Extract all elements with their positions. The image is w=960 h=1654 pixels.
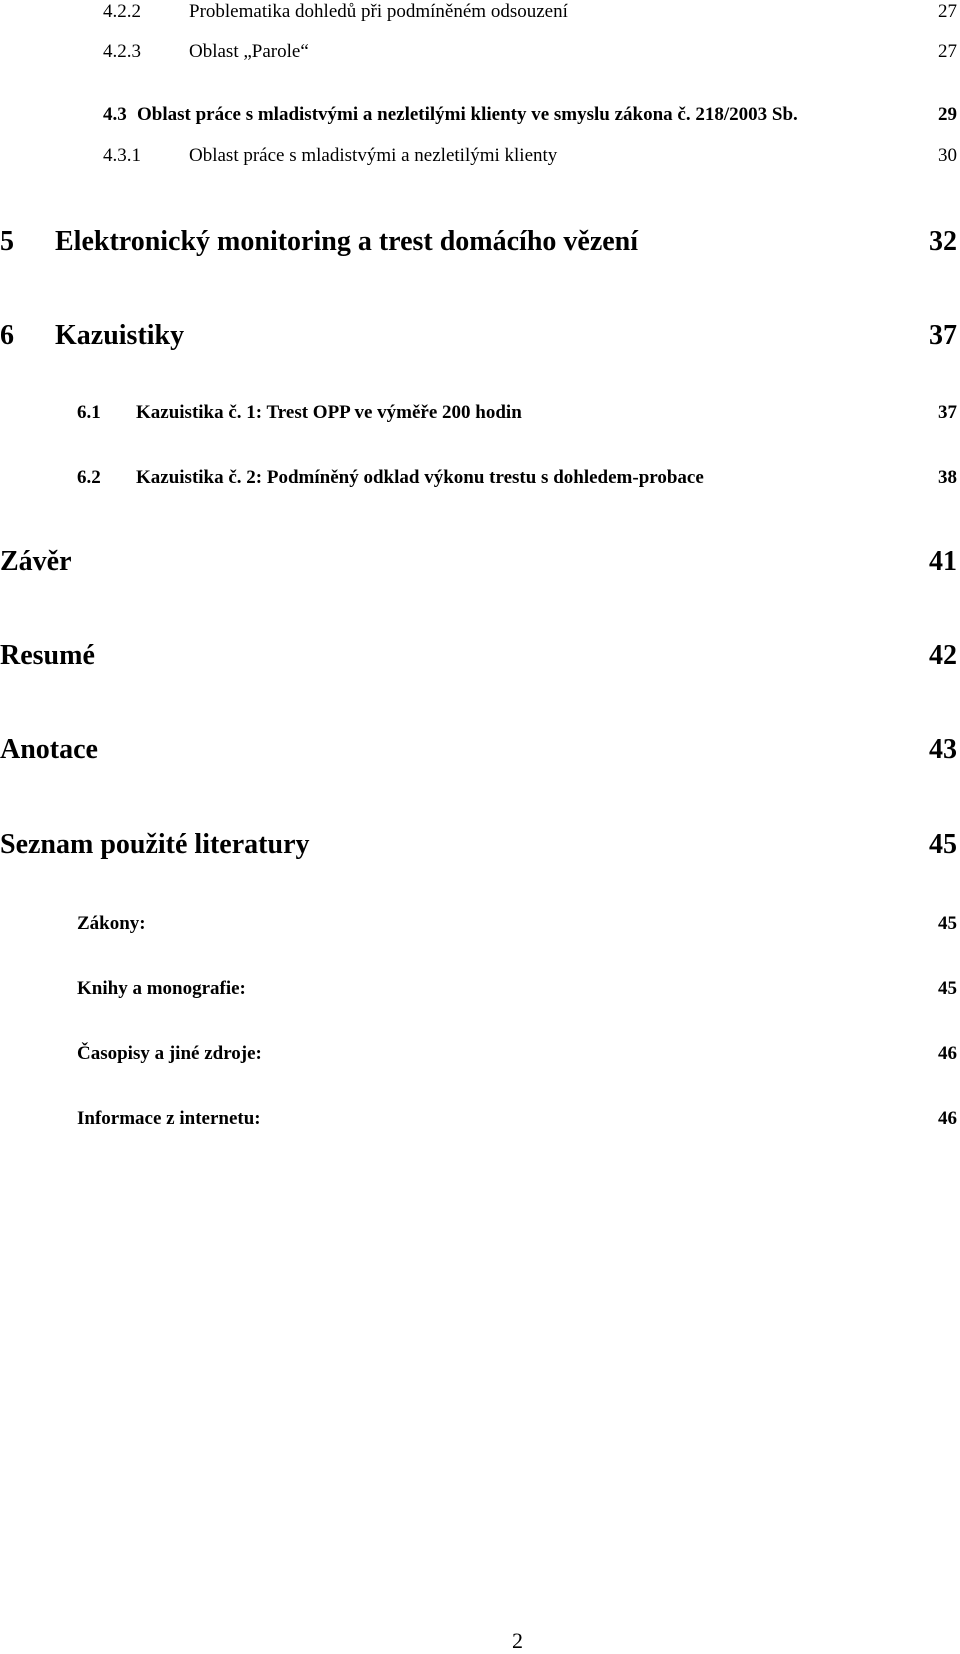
toc-entry-page: 41: [929, 546, 957, 577]
toc-entry-title: Oblast práce s mladistvými a nezletilými klienty: [189, 145, 558, 166]
toc-entry-title: Zákony:: [77, 913, 146, 934]
toc-entry-page: 27: [938, 1, 957, 22]
toc-entry-page: 45: [938, 978, 957, 999]
toc-entry-title: Resumé: [0, 640, 95, 671]
toc-entry-page: 46: [938, 1108, 957, 1129]
toc-entry-number: 6.2: [77, 467, 101, 488]
toc-entry-page: 30: [938, 145, 957, 166]
toc-entry-title: Informace z internetu:: [77, 1108, 261, 1129]
toc-entry-page: 29: [938, 104, 957, 125]
toc-entry-title: Seznam použité literatury: [0, 829, 310, 860]
toc-entry-title: Elektronický monitoring a trest domácího vězení: [55, 226, 639, 257]
page-number: 2: [512, 1628, 523, 1653]
toc-entry-page: 32: [929, 226, 957, 257]
toc-entry-page: 43: [929, 734, 957, 765]
toc-entry-title: Anotace: [0, 734, 98, 765]
toc-entry-number: 4.3.1: [103, 145, 141, 166]
toc-entry-title: Kazuistika č. 1: Trest OPP ve výměře 200 hodin: [136, 402, 522, 423]
toc-entry-title: Knihy a monografie:: [77, 978, 246, 999]
toc-entry-number: 4.2.3: [103, 41, 141, 62]
toc-entry-page: 45: [929, 829, 957, 860]
toc-entry-title: Kazuistiky: [55, 320, 185, 351]
toc-entry-title: Závěr: [0, 546, 72, 577]
toc-entry-title: Časopisy a jiné zdroje:: [77, 1043, 262, 1064]
toc-entry-page: 42: [929, 640, 957, 671]
toc-entry-title: Oblast „Parole“: [189, 41, 309, 62]
toc-entry-page: 27: [938, 41, 957, 62]
toc-entry-title: Problematika dohledů při podmíněném odsouzení: [189, 1, 568, 22]
toc-entry-number: 5: [0, 226, 14, 257]
toc-entry-page: 46: [938, 1043, 957, 1064]
toc-entry-title: Kazuistika č. 2: Podmíněný odklad výkonu trestu s dohledem-probace: [136, 467, 704, 488]
toc-entry-page: 37: [929, 320, 957, 351]
toc-entry-title: Oblast práce s mladistvými a nezletilými klienty ve smyslu zákona č. 218/2003 Sb.: [137, 104, 798, 125]
toc-entry-number: 6.1: [77, 402, 101, 423]
toc-entry-page: 37: [938, 402, 957, 423]
toc-entry-page: 45: [938, 913, 957, 934]
toc-entry-page: 38: [938, 467, 957, 488]
toc-entry-number: 4.3: [103, 104, 127, 125]
toc-entry-number: 6: [0, 320, 14, 351]
toc-entry-number: 4.2.2: [103, 1, 141, 22]
